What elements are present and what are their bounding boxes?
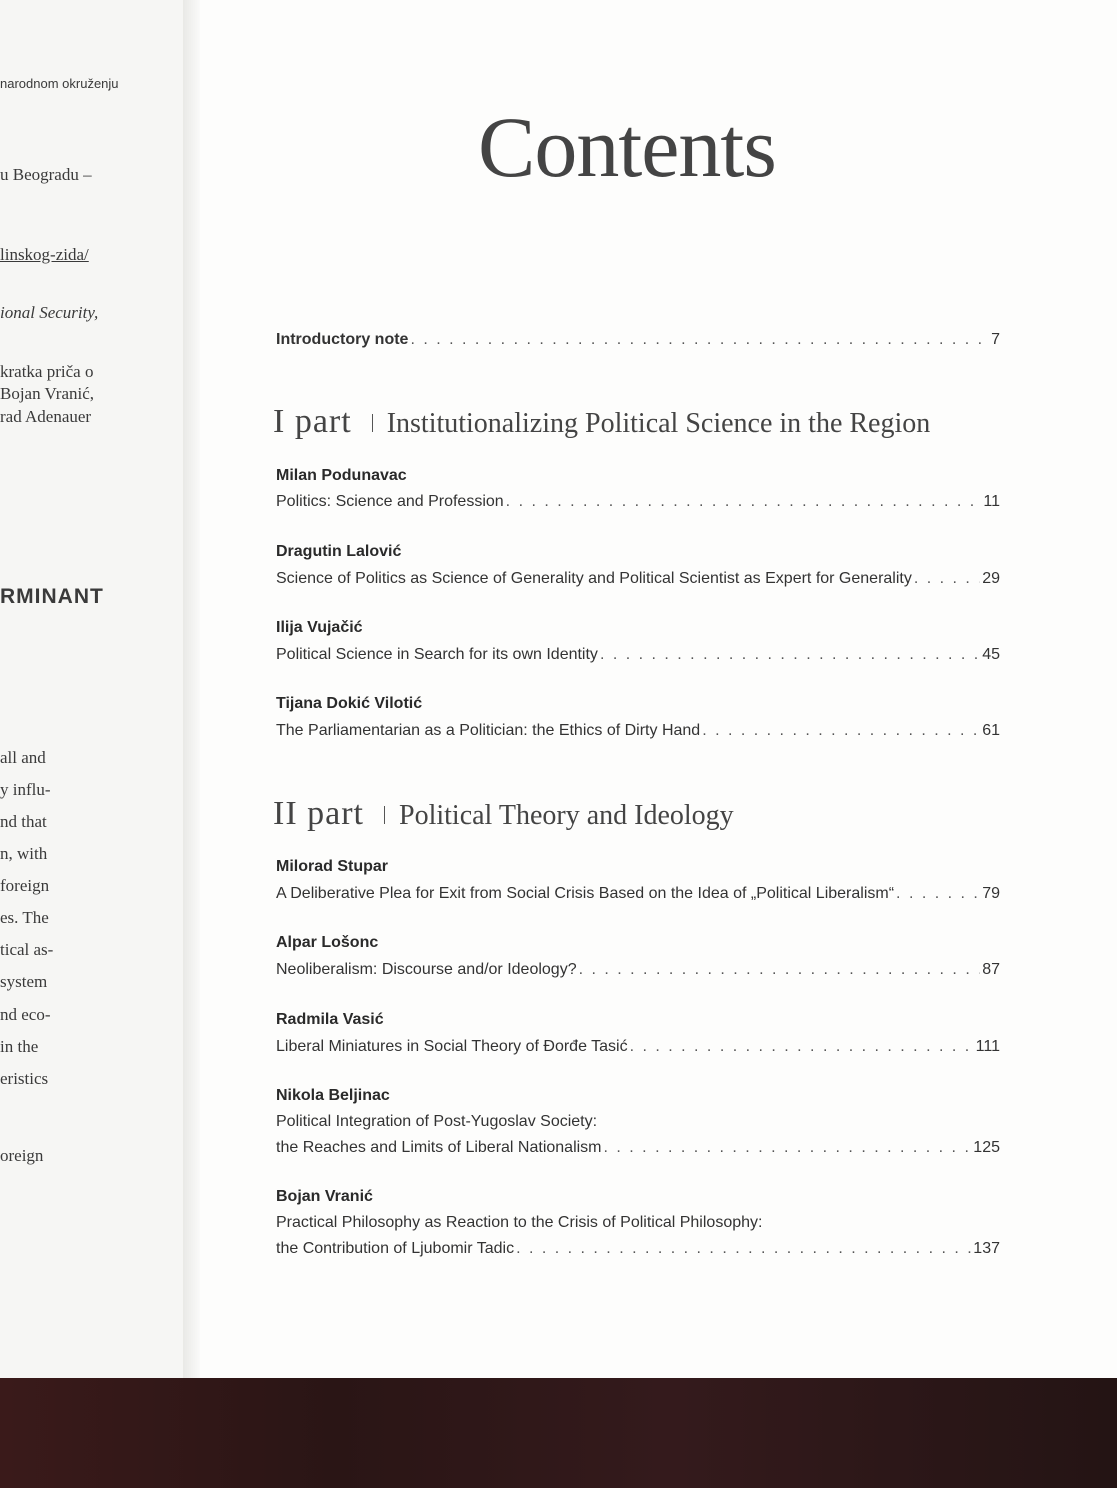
toc-entry[interactable] — [276, 960, 1000, 980]
toc-page-number: 125 — [973, 1139, 1000, 1156]
toc-page-number: 29 — [982, 570, 1000, 587]
left-page-fragment: ional Security, — [0, 303, 99, 322]
toc-page-number: 7 — [991, 331, 1000, 348]
dot-leader — [600, 645, 980, 665]
left-page-fragment: all and — [0, 748, 46, 767]
toc-entry-introductory-note[interactable] — [276, 330, 1000, 350]
scan-background-band — [0, 1378, 1117, 1488]
toc-author: Milan Podunavac — [276, 467, 407, 484]
toc-page-number: 45 — [982, 646, 1000, 663]
left-page-fragment: eristics — [0, 1069, 49, 1088]
toc-entry-title-line[interactable]: Political Integration of Post-Yugoslav Society: — [276, 1113, 598, 1130]
left-page-fragment: y influ- — [0, 780, 51, 799]
toc-entry-title: Science of Politics as Science of Generality and Political Scientist as Expert for Generality — [276, 570, 912, 587]
left-page-fragment: n, with — [0, 844, 48, 863]
left-page-fragment: linskog-zida/ — [0, 245, 89, 264]
contents-page — [200, 0, 1117, 1378]
part-heading — [273, 795, 734, 833]
left-page-fragment: es. The — [0, 908, 49, 927]
toc-entry-title: Political Science in Search for its own Identity — [276, 646, 598, 663]
toc-author: Bojan Vranić — [276, 1188, 373, 1205]
toc-page-number: 61 — [982, 722, 1000, 739]
toc-entry[interactable] — [276, 645, 1000, 665]
toc-entry-title: Neoliberalism: Discourse and/or Ideology? — [276, 961, 577, 978]
toc-entry-title: Liberal Miniatures in Social Theory of Đorđe Tasić — [276, 1038, 628, 1055]
toc-author: Milorad Stupar — [276, 858, 389, 875]
toc-entry-title: the Reaches and Limits of Liberal Nationalism — [276, 1139, 602, 1156]
toc-author: Ilija Vujačić — [276, 619, 363, 636]
toc-author: Nikola Beljinac — [276, 1087, 390, 1104]
toc-entry[interactable] — [276, 884, 1000, 904]
dot-leader — [410, 330, 989, 350]
left-page-fragment: foreign — [0, 876, 50, 895]
toc-entry-title: the Contribution of Ljubomir Tadic — [276, 1240, 515, 1257]
left-page-fragment: in the — [0, 1037, 39, 1056]
left-page-fragment: nd that — [0, 812, 47, 831]
dot-leader — [702, 721, 980, 741]
left-page-fragment: oreign — [0, 1146, 44, 1165]
toc-entry-title: The Parliamentarian as a Politician: the Ethics of Dirty Hand — [276, 722, 701, 739]
dot-leader — [914, 569, 980, 589]
toc-entry[interactable] — [276, 1037, 1000, 1057]
toc-page-number: 87 — [982, 961, 1000, 978]
part-heading — [273, 403, 930, 441]
dot-leader — [896, 884, 980, 904]
toc-entry[interactable] — [276, 1239, 1000, 1259]
left-page-fragment: Bojan Vranić, — [0, 384, 95, 403]
part-title: Political Theory and Ideology — [399, 800, 734, 831]
toc-page-number: 137 — [973, 1240, 1000, 1257]
part-separator — [384, 806, 385, 824]
toc-entry-title: Politics: Science and Profession — [276, 493, 504, 510]
dot-leader — [579, 960, 981, 980]
toc-entry[interactable] — [276, 569, 1000, 589]
left-page-fragment: system — [0, 972, 48, 991]
toc-entry[interactable] — [276, 1138, 1000, 1158]
toc-author: Dragutin Lalović — [276, 543, 402, 560]
part-title: Institutionalizing Political Science in the Region — [386, 408, 931, 439]
toc-page-number: 111 — [975, 1038, 1000, 1055]
dot-leader — [506, 492, 982, 512]
left-facing-page — [0, 0, 190, 1378]
left-page-fragment: narodnom okruženju — [0, 76, 119, 91]
toc-entry[interactable] — [276, 721, 1000, 741]
dot-leader — [630, 1037, 974, 1057]
toc-author: Tijana Dokić Vilotić — [276, 695, 423, 712]
toc-page-number: 79 — [982, 885, 1000, 902]
toc-entry-title: A Deliberative Plea for Exit from Social Crisis Based on the Idea of „Political Liberalism“ — [276, 885, 895, 902]
page-title: Contents — [478, 99, 776, 195]
toc-page-number: 11 — [983, 493, 1000, 510]
left-page-heading-fragment: RMINANT — [0, 585, 104, 608]
left-page-fragment: tical as- — [0, 940, 54, 959]
dot-leader — [516, 1239, 971, 1259]
toc-entry-title: Introductory note — [276, 331, 409, 348]
toc-author: Alpar Lošonc — [276, 934, 379, 951]
dot-leader — [604, 1138, 972, 1158]
toc-entry-title-line[interactable]: Practical Philosophy as Reaction to the Crisis of Political Philosophy: — [276, 1214, 763, 1231]
left-page-fragment: nd eco- — [0, 1005, 51, 1024]
left-page-fragment: rad Adenauer — [0, 407, 92, 426]
part-label: I part — [273, 403, 352, 440]
part-separator — [372, 414, 373, 432]
left-page-fragment: kratka priča o — [0, 362, 94, 381]
toc-author: Radmila Vasić — [276, 1011, 384, 1028]
toc-entry[interactable] — [276, 492, 1000, 512]
part-label: II part — [273, 795, 365, 832]
left-page-fragment: u Beogradu – — [0, 165, 92, 184]
